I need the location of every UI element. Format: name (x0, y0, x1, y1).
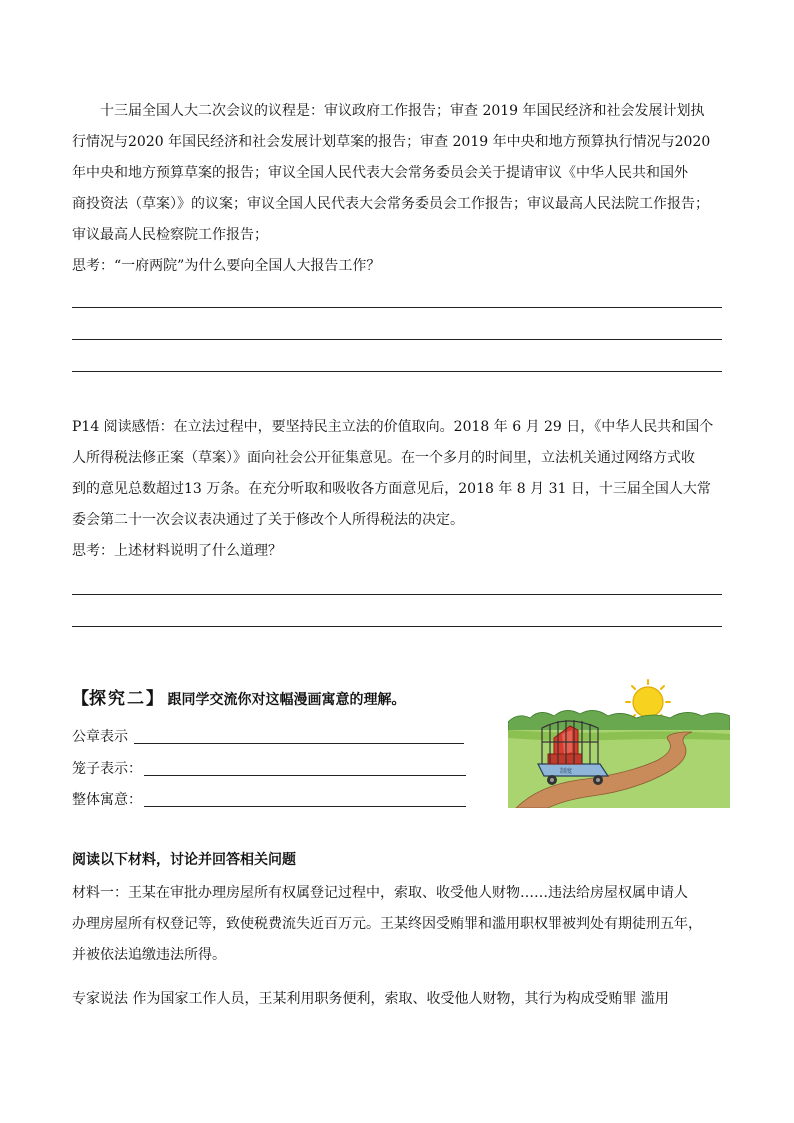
expert-line: 专家说法 作为国家工作人员，王某利用职务便利，索取、收受他人财物，其行为构成受贿罪 滥用 (72, 991, 669, 1007)
answer-line[interactable] (72, 626, 722, 627)
question-1: 思考：“一府两院”为什么要向全国人大报告工作？ (72, 258, 381, 274)
meaning-answer-line[interactable] (144, 806, 466, 807)
fill-row-meaning (72, 789, 142, 811)
agenda-line: 行情况与2020 年国民经济和社会发展计划草案的报告；审查 2019 年中央和地方预算执行情况与2020 (72, 134, 711, 150)
material-paragraph (72, 878, 724, 971)
reading-line: 到的意见总数超过13 万条。在充分听取和吸收各方面意见后，2018 年 8 月 31 日，十三届全国人大常 (72, 481, 711, 497)
inquiry-description: 跟同学交流你对这幅漫画寓意的理解。 (167, 692, 406, 708)
cart-label: 制度 (560, 768, 573, 775)
agenda-line: 年中央和地方预算草案的报告；审议全国人民代表大会常务委员会关于提请审议《中华人民共和国外 (72, 165, 688, 181)
seal-answer-line[interactable] (134, 743, 464, 744)
reading-paragraph (72, 412, 724, 567)
bracket-open: 【 (72, 689, 89, 709)
answer-line[interactable] (72, 594, 722, 595)
agenda-line: 十三届全国人大二次会议的议程是：审议政府工作报告；审查 2019 年国民经济和社会发展计划执 (100, 103, 705, 119)
reading-line: 委会第二十一次会议表决通过了关于修改个人所得税法的决定。 (72, 512, 464, 528)
meaning-label: 整体寓意： (72, 792, 142, 808)
material-line: 办理房屋所有权登记等，致使税费流失近百万元。王某终因受贿罪和滥用职权罪被判处有期徒刑五年， (72, 916, 702, 932)
inquiry-heading (72, 686, 405, 713)
material-title: 阅读以下材料，讨论并回答相关问题 (72, 852, 296, 868)
cage-label: 笼子表示： (72, 761, 142, 777)
cage-answer-line[interactable] (144, 775, 466, 776)
answer-line[interactable] (72, 371, 722, 372)
fill-row-cage (72, 758, 142, 780)
reading-line: 人所得税法修正案（草案）》面向社会公开征集意见。在一个多月的时间里，立法机关通过网络方式收 (72, 450, 695, 466)
cage-cartoon-illustration (508, 676, 730, 808)
reading-line: P14 阅读感悟：在立法过程中，要坚持民主立法的价值取向。2018 年 6 月 29 日，《中华人民共和国个 (72, 419, 714, 435)
seal-label: 公章表示 (72, 729, 128, 745)
fill-row-seal (72, 726, 128, 748)
agenda-line: 审议最高人民检察院工作报告； (72, 227, 268, 243)
question-2: 思考：上述材料说明了什么道理？ (72, 543, 282, 559)
bracket-close: 】 (146, 689, 163, 709)
inquiry-keyword: 探究二 (89, 689, 146, 709)
material-line: 并被依法追缴违法所得。 (72, 947, 226, 963)
agenda-paragraph (72, 96, 724, 282)
agenda-line: 商投资法（草案）》的议案；审议全国人民代表大会常务委员会工作报告；审议最高人民法院工作报告； (72, 196, 709, 212)
expert-paragraph (72, 984, 724, 1015)
answer-line[interactable] (72, 339, 722, 340)
material-line: 材料一：王某在审批办理房屋所有权属登记过程中，索取、收受他人财物……违法给房屋权属申请人 (72, 885, 688, 901)
answer-line[interactable] (72, 307, 722, 308)
